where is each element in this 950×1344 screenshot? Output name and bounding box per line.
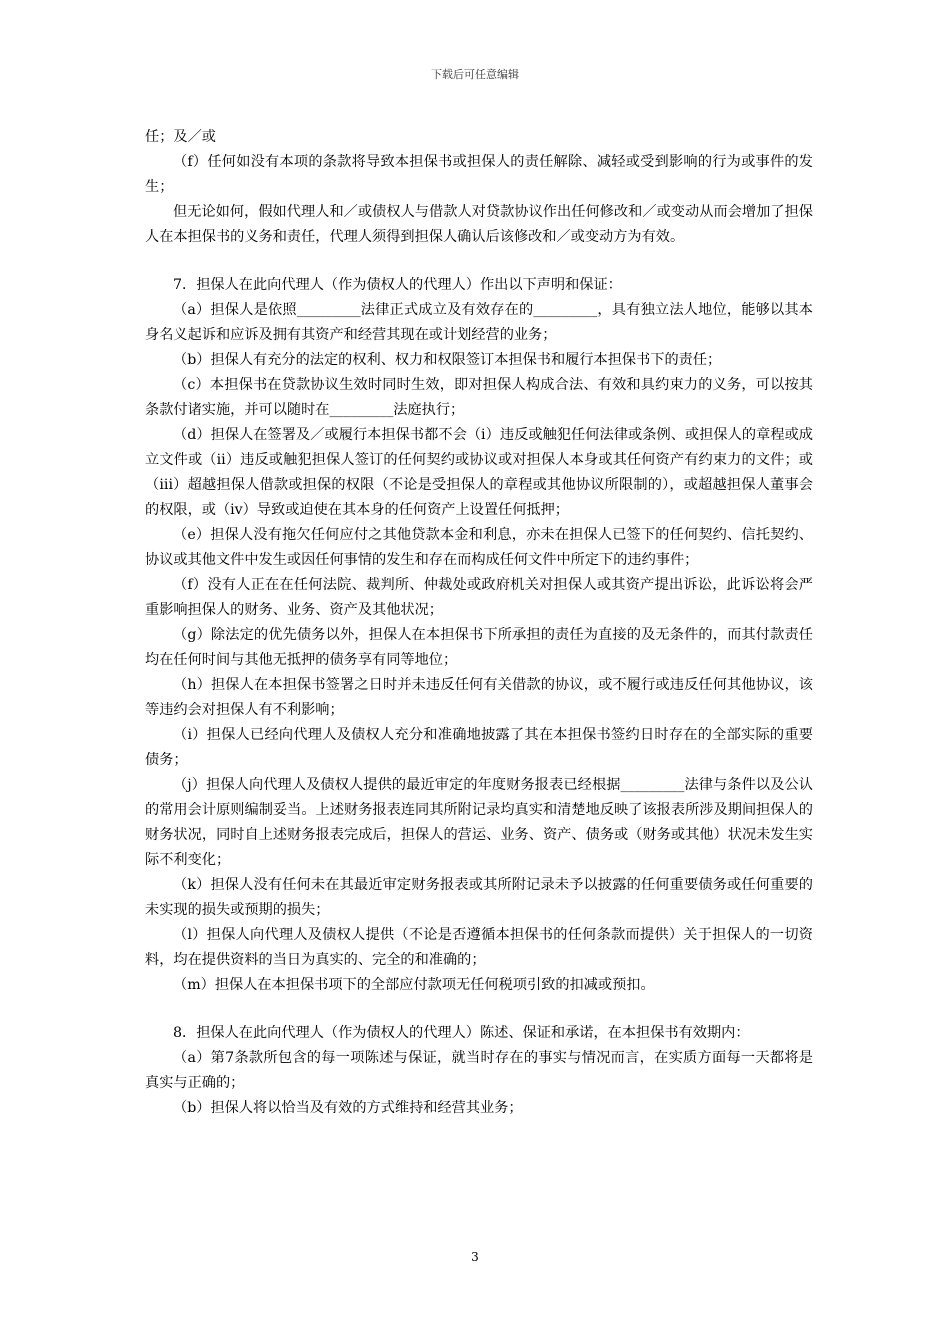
clause-7m: （m）担保人在本担保书项下的全部应付款项无任何税项引致的扣减或预扣。 (173, 977, 655, 993)
page-number: 3 (471, 1250, 479, 1264)
paragraph: 任；及／或 (145, 129, 216, 145)
clause-7c: （c）本担保书在贷款协议生效时同时生效，即对担保人构成合法、有效和具约束力的义务，可以按其条款付诸实施，并可以随时在_________法庭执行； (145, 377, 813, 418)
clause-7h: （h）担保人在本担保书签署之日时并未违反任何有关借款的协议，或不履行或违反任何其他协议，该等违约会对担保人有不利影响； (145, 677, 813, 718)
paragraph: 但无论如何，假如代理人和／或债权人与借款人对贷款协议作出任何修改和／或变动从而会增加了担保人在本担保书的义务和责任，代理人须得到担保人确认后该修改和／或变动方为有效。 (145, 204, 813, 245)
clause-7a: （a）担保人是依照_________法律正式成立及有效存在的_________，具有独立法人地位，能够以其本身名义起诉和应诉及拥有其资产和经营其现在或计划经营的业务； (145, 302, 813, 343)
clause-8a: （a）第7条款所包含的每一项陈述与保证，就当时存在的事实与情况而言，在实质方面每一天都将是真实与正确的； (145, 1050, 813, 1091)
clause-7b: （b）担保人有充分的法定的权利、权力和权限签订本担保书和履行本担保书下的责任； (173, 352, 722, 368)
clause-7k: （k）担保人没有任何未在其最近审定财务报表或其所附记录未予以披露的任何重要债务或任何重要的未实现的损失或预期的损失； (145, 877, 813, 918)
clause-7e: （e）担保人没有拖欠任何应付之其他贷款本金和利息，亦未在担保人已签下的任何契约、信托契约、协议或其他文件中发生或因任何事情的发生和存在而构成任何文件中所定下的违约事件； (145, 527, 813, 568)
clause-7i: （i）担保人已经向代理人及债权人充分和准确地披露了其在本担保书签约日时存在的全部实际的重要债务； (145, 727, 813, 768)
clause-8b: （b）担保人将以恰当及有效的方式维持和经营其业务； (173, 1100, 523, 1116)
document-body (145, 125, 813, 1121)
clause-7l: （l）担保人向代理人及债权人提供（不论是否遵循本担保书的任何条款而提供）关于担保人的一切资料，均在提供资料的当日为真实的、完全的和准确的； (145, 927, 813, 968)
clause-7f: （f）没有人正在在任何法院、裁判所、仲裁处或政府机关对担保人或其资产提出诉讼，此诉讼将会严重影响担保人的财务、业务、资产及其他状况； (145, 577, 813, 618)
clause-7d: （d）担保人在签署及／或履行本担保书都不会（i）违反或触犯任何法律或条例、或担保人的章程或成立文件或（ii）违反或触犯担保人签订的任何契约或协议或对担保人本身或其任何资产有约束力的文件；或（iii）超越担保人借款或担保的权限（不论是受担保人的章程或其他协议所限制的），或超越担保人董事会的权限，或（iv）导致或迫使在其本身的任何资产上设置任何抵押； (145, 427, 813, 518)
section-heading-7: 7．担保人在此向代理人（作为债权人的代理人）作出以下声明和保证： (173, 277, 622, 293)
clause-7j: （j）担保人向代理人及债权人提供的最近审定的年度财务报表已经根据_________法律与条件以及公认的常用会计原则编制妥当。上述财务报表连同其所附记录均真实和清楚地反映了该报表所涉及期间担保人的财务状况，同时自上述财务报表完成后，担保人的营运、业务、资产、债务或（财务或其他）状况未发生实际不利变化； (145, 777, 813, 868)
paragraph-gap (145, 250, 813, 273)
clause-7g: （g）除法定的优先债务以外，担保人在本担保书下所承担的责任为直接的及无条件的，而其付款责任均在任何时间与其他无抵押的债务享有同等地位； (145, 627, 813, 668)
paragraph-gap (145, 998, 813, 1021)
section-heading-8: 8．担保人在此向代理人（作为债权人的代理人）陈述、保证和承诺，在本担保书有效期内： (173, 1025, 750, 1041)
paragraph: （f）任何如没有本项的条款将导致本担保书或担保人的责任解除、减轻或受到影响的行为或事件的发生； (145, 154, 813, 195)
page-header: 下载后可任意编辑 (431, 68, 519, 81)
